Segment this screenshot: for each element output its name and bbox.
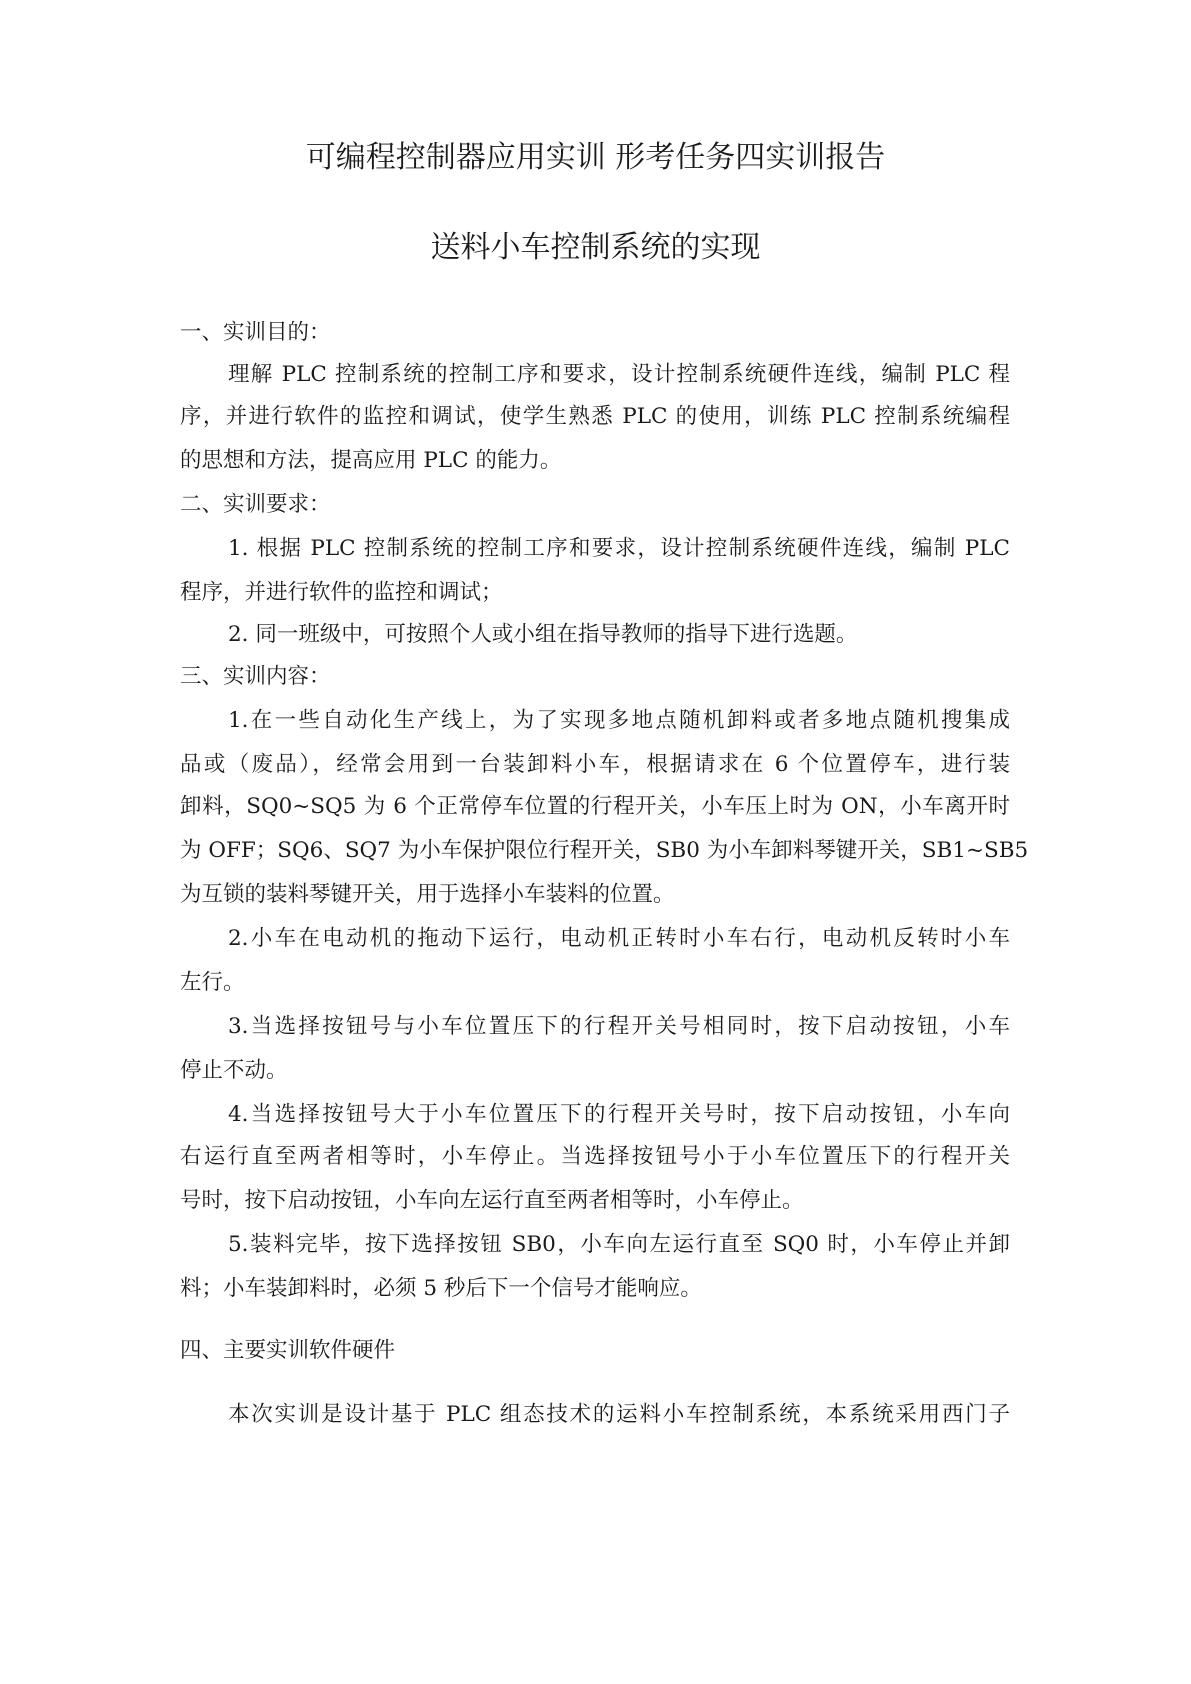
paragraph-line: 号时，按下启动按钮，小车向左运行直至两者相等时，小车停止。 xyxy=(180,1188,804,1213)
paragraph-line: 卸料，SQ0~SQ5 为 6 个正常停车位置的行程开关，小车压上时为 ON，小车离开时 xyxy=(180,794,1010,819)
paragraph-line: 程序，并进行软件的监控和调试； xyxy=(180,580,503,605)
paragraph-line: 2.小车在电动机的拖动下运行，电动机正转时小车右行，电动机反转时小车 xyxy=(228,926,1010,951)
paragraph-line: 右运行直至两者相等时，小车停止。当选择按钮号小于小车位置压下的行程开关 xyxy=(180,1144,1010,1169)
paragraph-line: 2. 同一班级中，可按照个人或小组在指导教师的指导下进行选题。 xyxy=(228,622,858,647)
paragraph-line: 序，并进行软件的监控和调试，使学生熟悉 PLC 的使用，训练 PLC 控制系统编程 xyxy=(180,404,1010,429)
paragraph-line: 为互锁的装料琴键开关，用于选择小车装料的位置。 xyxy=(180,882,675,907)
paragraph-line: 5.装料完毕，按下选择按钮 SB0，小车向左运行直至 SQ0 时，小车停止并卸 xyxy=(228,1232,1010,1257)
paragraph-line: 的思想和方法，提高应用 PLC 的能力。 xyxy=(180,448,562,473)
section-heading-requirements: 二、实训要求： xyxy=(180,492,331,517)
paragraph-line: 4.当选择按钮号大于小车位置压下的行程开关号时，按下启动按钮，小车向 xyxy=(228,1102,1010,1127)
paragraph-line: 停止不动。 xyxy=(180,1058,288,1083)
paragraph-line: 1.在一些自动化生产线上，为了实现多地点随机卸料或者多地点随机搜集成 xyxy=(228,708,1010,733)
paragraph-line: 本次实训是设计基于 PLC 组态技术的运料小车控制系统，本系统采用西门子 xyxy=(228,1402,1010,1427)
paragraph-line: 左行。 xyxy=(180,970,245,995)
section-heading-content: 三、实训内容： xyxy=(180,664,331,689)
section-heading-software-hardware: 四、主要实训软件硬件 xyxy=(180,1338,396,1363)
paragraph-line: 品或（废品），经常会用到一台装卸料小车，根据请求在 6 个位置停车，进行装 xyxy=(180,752,1010,777)
paragraph-line: 理解 PLC 控制系统的控制工序和要求，设计控制系统硬件连线，编制 PLC 程 xyxy=(228,362,1010,387)
document-title: 可编程控制器应用实训 形考任务四实训报告 xyxy=(305,140,886,175)
paragraph-line: 料；小车装卸料时，必须 5 秒后下一个信号才能响应。 xyxy=(180,1276,702,1301)
section-heading-purpose: 一、实训目的： xyxy=(180,320,331,345)
paragraph-line: 为 OFF；SQ6、SQ7 为小车保护限位行程开关，SB0 为小车卸料琴键开关，SB1~SB5 xyxy=(180,838,1029,863)
paragraph-line: 1. 根据 PLC 控制系统的控制工序和要求，设计控制系统硬件连线，编制 PLC xyxy=(228,536,1010,561)
paragraph-line: 3.当选择按钮号与小车位置压下的行程开关号相同时，按下启动按钮，小车 xyxy=(228,1014,1010,1039)
document-subtitle: 送料小车控制系统的实现 xyxy=(430,230,761,265)
